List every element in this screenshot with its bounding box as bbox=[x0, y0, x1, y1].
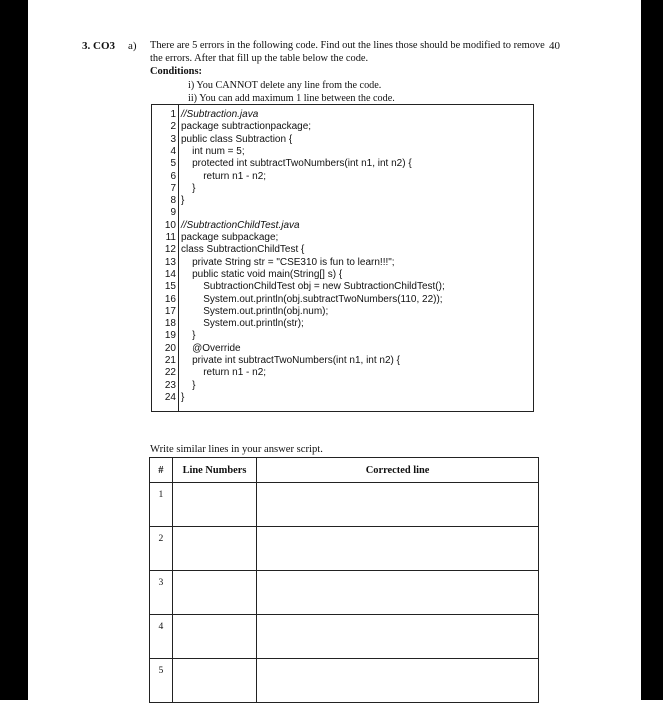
line-number: 24 bbox=[164, 391, 176, 403]
code-text: private String str = "CSE310 is fun to learn!!!"; bbox=[181, 256, 395, 268]
code-text: return n1 - n2; bbox=[181, 367, 267, 379]
code-text: } bbox=[181, 182, 196, 194]
line-number: 20 bbox=[164, 342, 176, 354]
code-line bbox=[152, 109, 535, 121]
code-text: } bbox=[181, 391, 185, 403]
right-border bbox=[641, 0, 663, 700]
code-line bbox=[152, 281, 535, 293]
answer-table bbox=[149, 457, 539, 703]
condition-2: ii) You can add maximum 1 line between the code. bbox=[188, 93, 395, 104]
line-number: 8 bbox=[170, 195, 176, 207]
code-text: //Subtraction.java bbox=[181, 109, 259, 120]
code-text: SubtractionChildTest obj = new SubtractionChildTest(); bbox=[181, 281, 445, 293]
code-line bbox=[152, 330, 535, 342]
corrected-line-cell[interactable] bbox=[257, 483, 539, 527]
code-line bbox=[152, 171, 535, 183]
line-numbers-cell[interactable] bbox=[172, 571, 256, 615]
code-line bbox=[152, 146, 535, 158]
code-line bbox=[152, 269, 535, 281]
line-number: 18 bbox=[164, 318, 176, 330]
code-line bbox=[152, 207, 535, 219]
code-text: } bbox=[181, 330, 196, 342]
code-line bbox=[152, 306, 535, 318]
line-numbers-cell[interactable] bbox=[172, 659, 256, 703]
row-number: 5 bbox=[150, 659, 173, 703]
row-number: 3 bbox=[150, 571, 173, 615]
header-number: # bbox=[150, 458, 173, 483]
code-line bbox=[152, 158, 535, 170]
corrected-line-cell[interactable] bbox=[257, 571, 539, 615]
code-text: public static void main(String[] s) { bbox=[181, 268, 343, 280]
code-text: package subpackage; bbox=[181, 232, 279, 243]
code-text: System.out.println(obj.subtractTwoNumbers(110, 22)); bbox=[181, 293, 443, 305]
question-marks: 40 bbox=[549, 40, 560, 52]
header-corrected-line: Corrected line bbox=[257, 458, 539, 483]
corrected-line-cell[interactable] bbox=[257, 527, 539, 571]
code-line bbox=[152, 183, 535, 195]
code-line bbox=[152, 380, 535, 392]
line-number: 1 bbox=[170, 109, 176, 120]
line-number: 16 bbox=[164, 293, 176, 305]
header-line-numbers: Line Numbers bbox=[172, 458, 256, 483]
code-line bbox=[152, 195, 535, 207]
question-part: a) bbox=[128, 40, 137, 52]
code-text: int num = 5; bbox=[181, 145, 245, 157]
line-numbers-cell[interactable] bbox=[172, 615, 256, 659]
answer-table-header bbox=[150, 458, 539, 483]
code-line bbox=[152, 121, 535, 133]
code-line bbox=[152, 392, 535, 404]
table-row bbox=[150, 659, 539, 703]
line-number: 21 bbox=[164, 355, 176, 366]
line-number: 11 bbox=[165, 232, 176, 243]
code-line bbox=[152, 232, 535, 244]
table-row bbox=[150, 483, 539, 527]
code-text: } bbox=[181, 195, 185, 207]
row-number: 2 bbox=[150, 527, 173, 571]
code-text: protected int subtractTwoNumbers(int n1, int n2) { bbox=[181, 158, 412, 170]
code-listing bbox=[151, 104, 534, 412]
table-row bbox=[150, 527, 539, 571]
row-number: 4 bbox=[150, 615, 173, 659]
code-text: private int subtractTwoNumbers(int n1, int n2) { bbox=[181, 355, 400, 366]
answer-instruction: Write similar lines in your answer script. bbox=[150, 444, 323, 455]
question-number: 3. CO3 bbox=[82, 40, 115, 52]
line-number: 12 bbox=[164, 244, 176, 256]
corrected-line-cell[interactable] bbox=[257, 659, 539, 703]
code-text: //SubtractionChildTest.java bbox=[181, 219, 300, 231]
table-row bbox=[150, 571, 539, 615]
line-number: 3 bbox=[170, 133, 176, 145]
line-number: 5 bbox=[170, 158, 176, 170]
row-number: 1 bbox=[150, 483, 173, 527]
line-number: 17 bbox=[164, 305, 176, 317]
line-number: 2 bbox=[170, 121, 176, 133]
code-line bbox=[152, 134, 535, 146]
line-number: 15 bbox=[164, 281, 176, 293]
question-intro: There are 5 errors in the following code. Find out the lines those should be modified to remove the errors. After that fill up the table below the code. bbox=[150, 40, 545, 64]
line-number: 13 bbox=[164, 256, 176, 268]
code-text: } bbox=[181, 379, 196, 391]
condition-1: i) You CANNOT delete any line from the code. bbox=[188, 80, 382, 91]
code-text: class SubtractionChildTest { bbox=[181, 244, 305, 256]
line-numbers-cell[interactable] bbox=[172, 483, 256, 527]
code-text: System.out.println(str); bbox=[181, 318, 304, 330]
code-text: System.out.println(obj.num); bbox=[181, 305, 329, 317]
code-text: public class Subtraction { bbox=[181, 133, 293, 145]
line-number: 6 bbox=[170, 170, 176, 182]
line-number: 14 bbox=[164, 268, 176, 280]
table-row bbox=[150, 615, 539, 659]
line-number: 22 bbox=[164, 367, 176, 379]
code-line bbox=[152, 244, 535, 256]
line-number: 10 bbox=[164, 219, 176, 231]
line-number: 19 bbox=[164, 330, 176, 342]
line-number: 9 bbox=[170, 207, 176, 219]
code-text: @Override bbox=[181, 342, 241, 354]
code-text: return n1 - n2; bbox=[181, 170, 267, 182]
line-numbers-cell[interactable] bbox=[172, 527, 256, 571]
line-number: 23 bbox=[164, 379, 176, 391]
line-number: 7 bbox=[170, 182, 176, 194]
code-line bbox=[152, 367, 535, 379]
code-line bbox=[152, 220, 535, 232]
code-line bbox=[152, 294, 535, 306]
conditions-title: Conditions: bbox=[150, 66, 202, 77]
code-line bbox=[152, 343, 535, 355]
code-line bbox=[152, 257, 535, 269]
corrected-line-cell[interactable] bbox=[257, 615, 539, 659]
code-line bbox=[152, 355, 535, 367]
code-line bbox=[152, 318, 535, 330]
left-border bbox=[0, 0, 28, 700]
code-text: package subtractionpackage; bbox=[181, 121, 312, 133]
line-number: 4 bbox=[170, 145, 176, 157]
